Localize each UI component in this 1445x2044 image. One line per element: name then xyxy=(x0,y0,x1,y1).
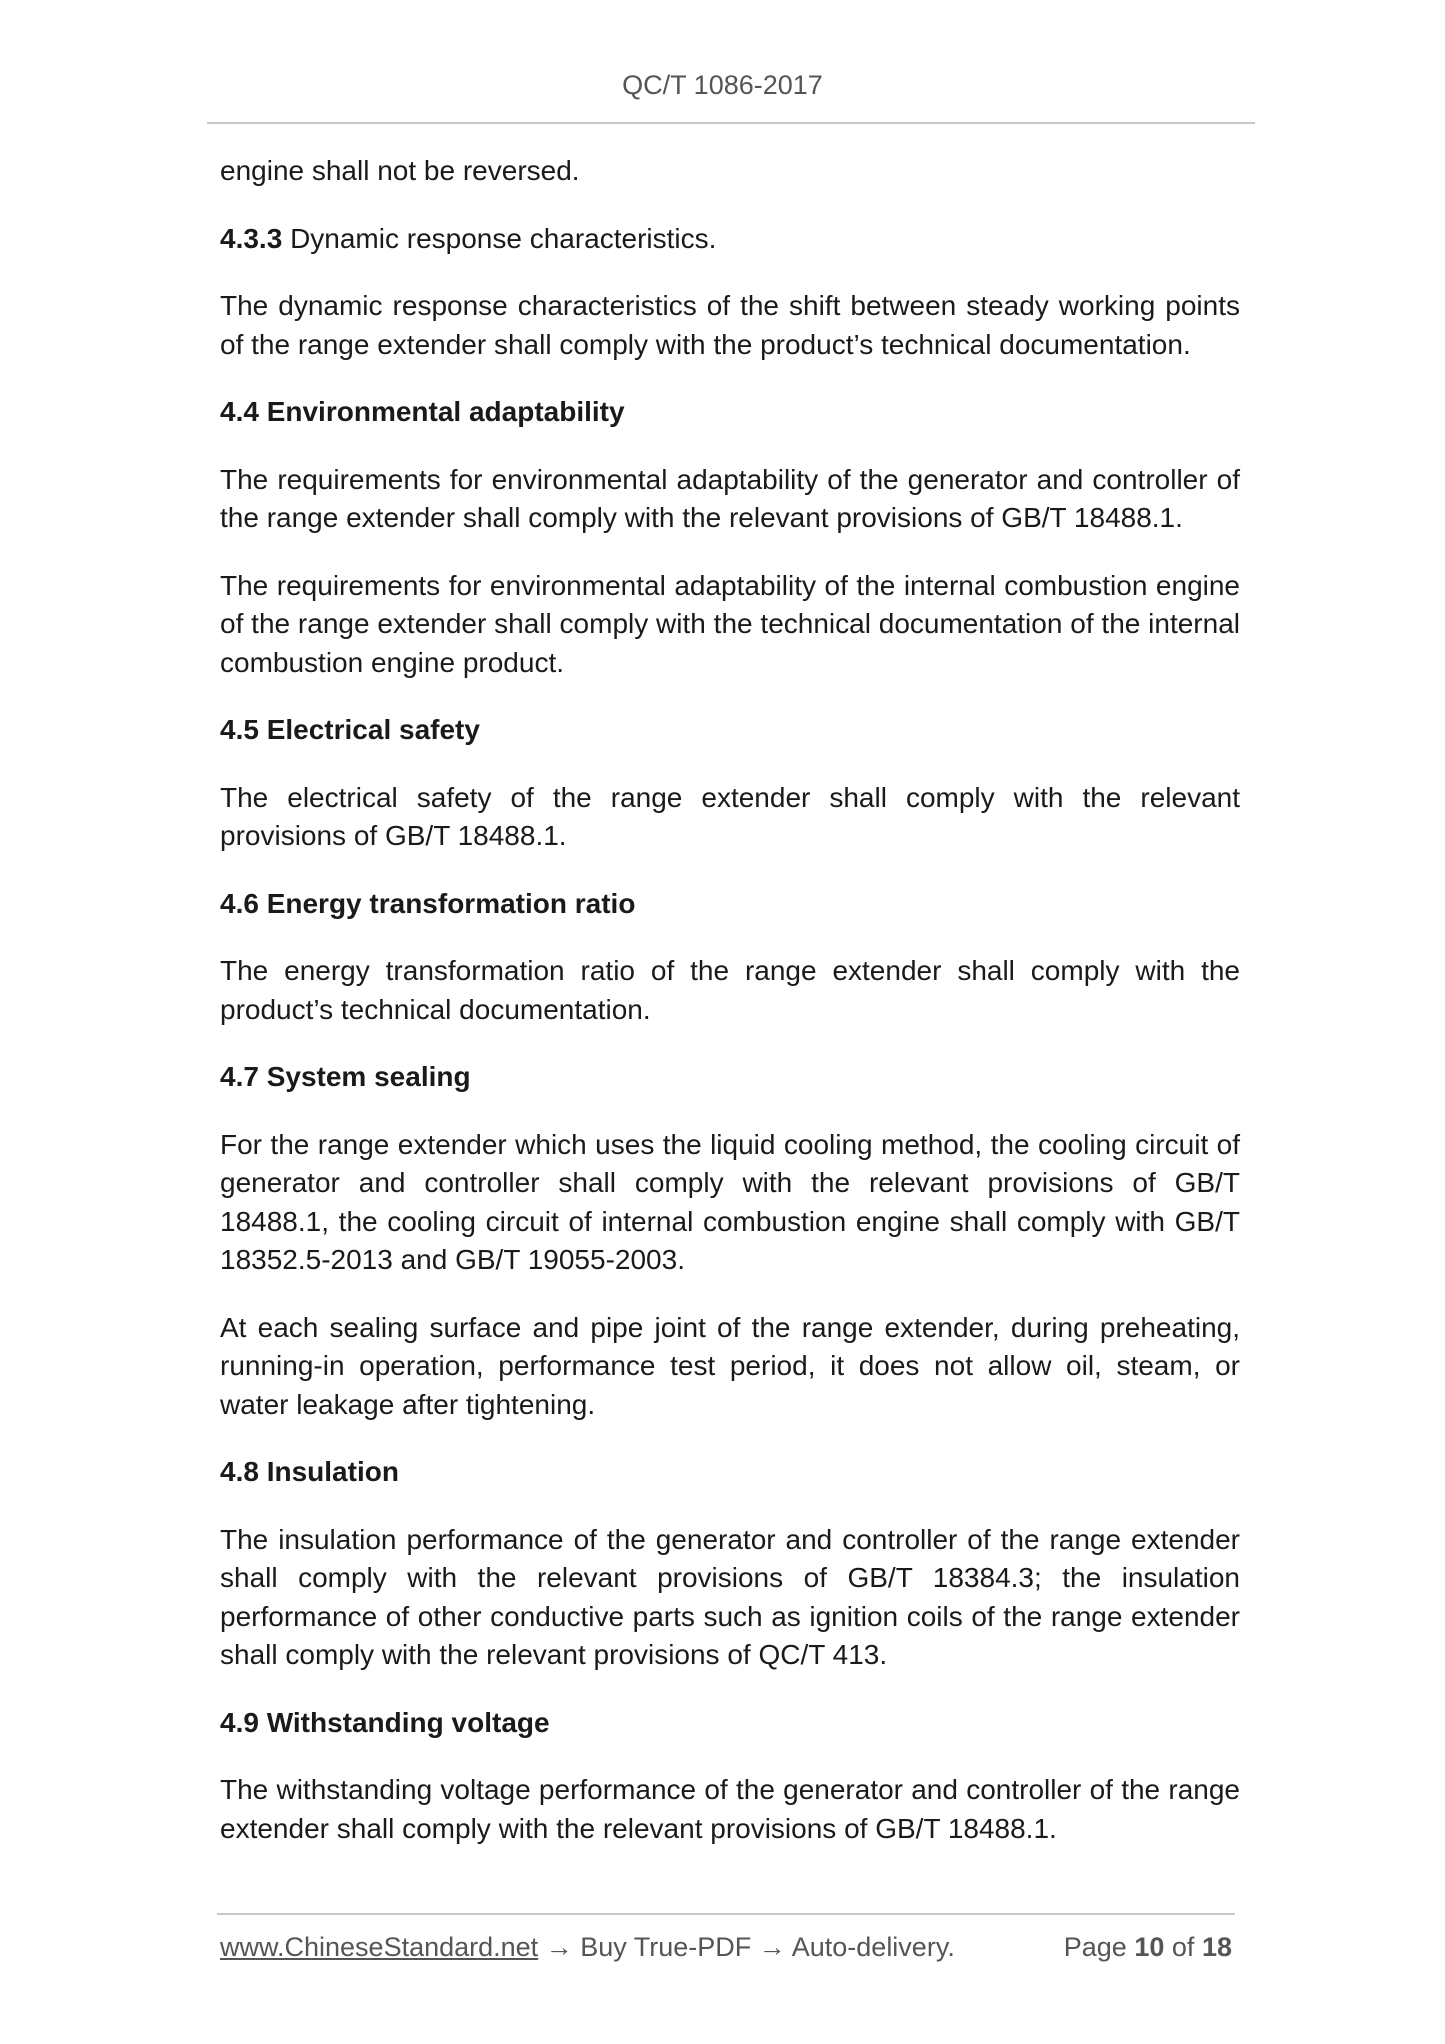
paragraph-electrical-safety: The electrical safety of the range extender shall comply with the relevant provisions of GB/T 18488.1. xyxy=(220,781,1240,851)
footer-divider xyxy=(217,1913,1235,1915)
paragraph-continuation: engine shall not be reversed. xyxy=(220,155,580,186)
paragraph-env-engine: The requirements for environmental adaptability of the internal combustion engine of the range extender shall comply with the technical documentation of the internal combustion engine product. xyxy=(220,569,1240,678)
paragraph-withstanding-voltage: The withstanding voltage performance of the generator and controller of the range extender shall comply with the relevant provisions of GB/T 18488.1. xyxy=(220,1774,1240,1844)
subclause-title: Dynamic response characteristics. xyxy=(290,222,717,254)
document-body xyxy=(220,152,1240,1877)
heading-4-6: 4.6 Energy transformation ratio xyxy=(220,887,636,919)
subclause-4-3-3 xyxy=(220,220,1240,259)
heading-4-9: 4.9 Withstanding voltage xyxy=(220,1706,550,1738)
footer-tagline: → Buy True-PDF → Auto-delivery. xyxy=(538,1932,955,1962)
heading-4-8: 4.8 Insulation xyxy=(220,1456,399,1487)
paragraph-env-generator: The requirements for environmental adaptability of the generator and controller of the range extender shall comply with the relevant provisions of GB/T 18488.1. xyxy=(220,463,1240,533)
heading-4-5: 4.5 Electrical safety xyxy=(220,714,480,745)
paragraph-dynamic-response: The dynamic response characteristics of the shift between steady working points of the range extender shall comply with the product’s technical documentation. xyxy=(220,290,1240,360)
heading-4-4: 4.4 Environmental adaptability xyxy=(220,396,625,427)
page-footer xyxy=(220,1932,1232,1963)
paragraph-insulation: The insulation performance of the generator and controller of the range extender shall comply with the relevant provisions of GB/T 18384.3; the insulation performance of other conductive parts such as ignition coils of the range extender shall comply with the relevant provisions of QC/T 413. xyxy=(220,1523,1240,1670)
page-number: 10 xyxy=(1134,1932,1165,1962)
heading-4-7: 4.7 System sealing xyxy=(220,1061,471,1092)
paragraph-sealing-leakage: At each sealing surface and pipe joint of the range extender, during preheating, running-in operation, performance test period, it does not allow oil, steam, or water leakage after tightening. xyxy=(220,1311,1240,1420)
paragraph-energy-ratio: The energy transformation ratio of the range extender shall comply with the product’s technical documentation. xyxy=(220,955,1240,1025)
page-total: 18 xyxy=(1201,1932,1232,1962)
paragraph-cooling-circuit: For the range extender which uses the liquid cooling method, the cooling circuit of generator and controller shall comply with the relevant provisions of GB/T 18488.1, the cooling circuit of internal combustion engine shall comply with GB/T 18352.5-2013 and GB/T 19055-2003. xyxy=(220,1128,1240,1275)
document-code-header: QC/T 1086-2017 xyxy=(622,70,823,100)
page-indicator xyxy=(1064,1932,1232,1963)
header-divider xyxy=(207,122,1255,124)
subclause-number: 4.3.3 xyxy=(220,222,283,254)
website-link[interactable]: www.ChineseStandard.net xyxy=(220,1932,539,1962)
page-label: Page xyxy=(1063,1932,1127,1962)
of-label: of xyxy=(1171,1932,1195,1962)
